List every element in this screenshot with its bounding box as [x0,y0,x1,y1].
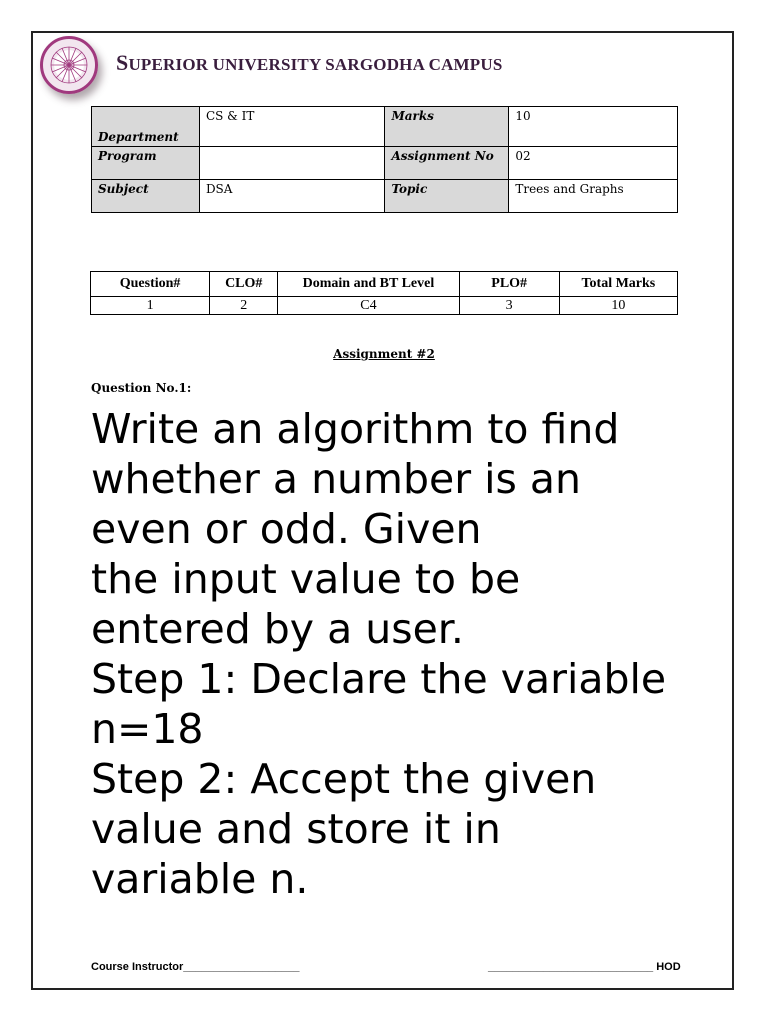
clo-header-clo: CLO# [210,272,278,297]
assignment-no-label: Assignment No [385,147,509,180]
marks-label: Marks [385,107,509,147]
clo-cell-plo: 3 [459,297,559,315]
seal-star-icon [47,43,91,87]
clo-table [90,271,678,315]
topic-label: Topic [385,180,509,213]
assignment-title: Assignment #2 [333,347,435,361]
marks-value: 10 [509,107,678,147]
clo-header-domain: Domain and BT Level [278,272,459,297]
university-title [116,50,503,76]
university-title-rest: UPERIOR UNIVERSITY SARGODHA CAMPUS [128,55,503,74]
clo-cell-total-marks: 10 [559,297,677,315]
assignment-no-value: 02 [509,147,678,180]
hod-signature: ___________________________ HOD [488,961,681,973]
course-instructor-signature: Course Instructor___________________ [91,961,300,973]
info-row-program [92,147,678,180]
course-info-table [91,106,678,213]
info-row-department [92,107,678,147]
university-seal-icon [40,36,98,94]
clo-data-row [91,297,678,315]
department-value: CS & IT [199,107,385,147]
info-row-subject [92,180,678,213]
clo-header-plo: PLO# [459,272,559,297]
question-label: Question No.1: [91,381,192,395]
subject-label: Subject [92,180,200,213]
university-title-initial: S [116,50,129,75]
topic-value: Trees and Graphs [509,180,678,213]
program-value [199,147,385,180]
question-text: Write an algorithm to find whether a number is an even or odd. Given the input value to be entered by a user. Step 1: Declare the variable n=18 Step 2: Accept the given value and store it in variable n. [91,405,667,903]
clo-cell-question: 1 [91,297,210,315]
department-label: Department [92,107,200,147]
clo-header-total-marks: Total Marks [559,272,677,297]
clo-cell-domain: C4 [278,297,459,315]
program-label: Program [92,147,200,180]
clo-header-question: Question# [91,272,210,297]
subject-value: DSA [199,180,385,213]
clo-cell-clo: 2 [210,297,278,315]
clo-header-row [91,272,678,297]
